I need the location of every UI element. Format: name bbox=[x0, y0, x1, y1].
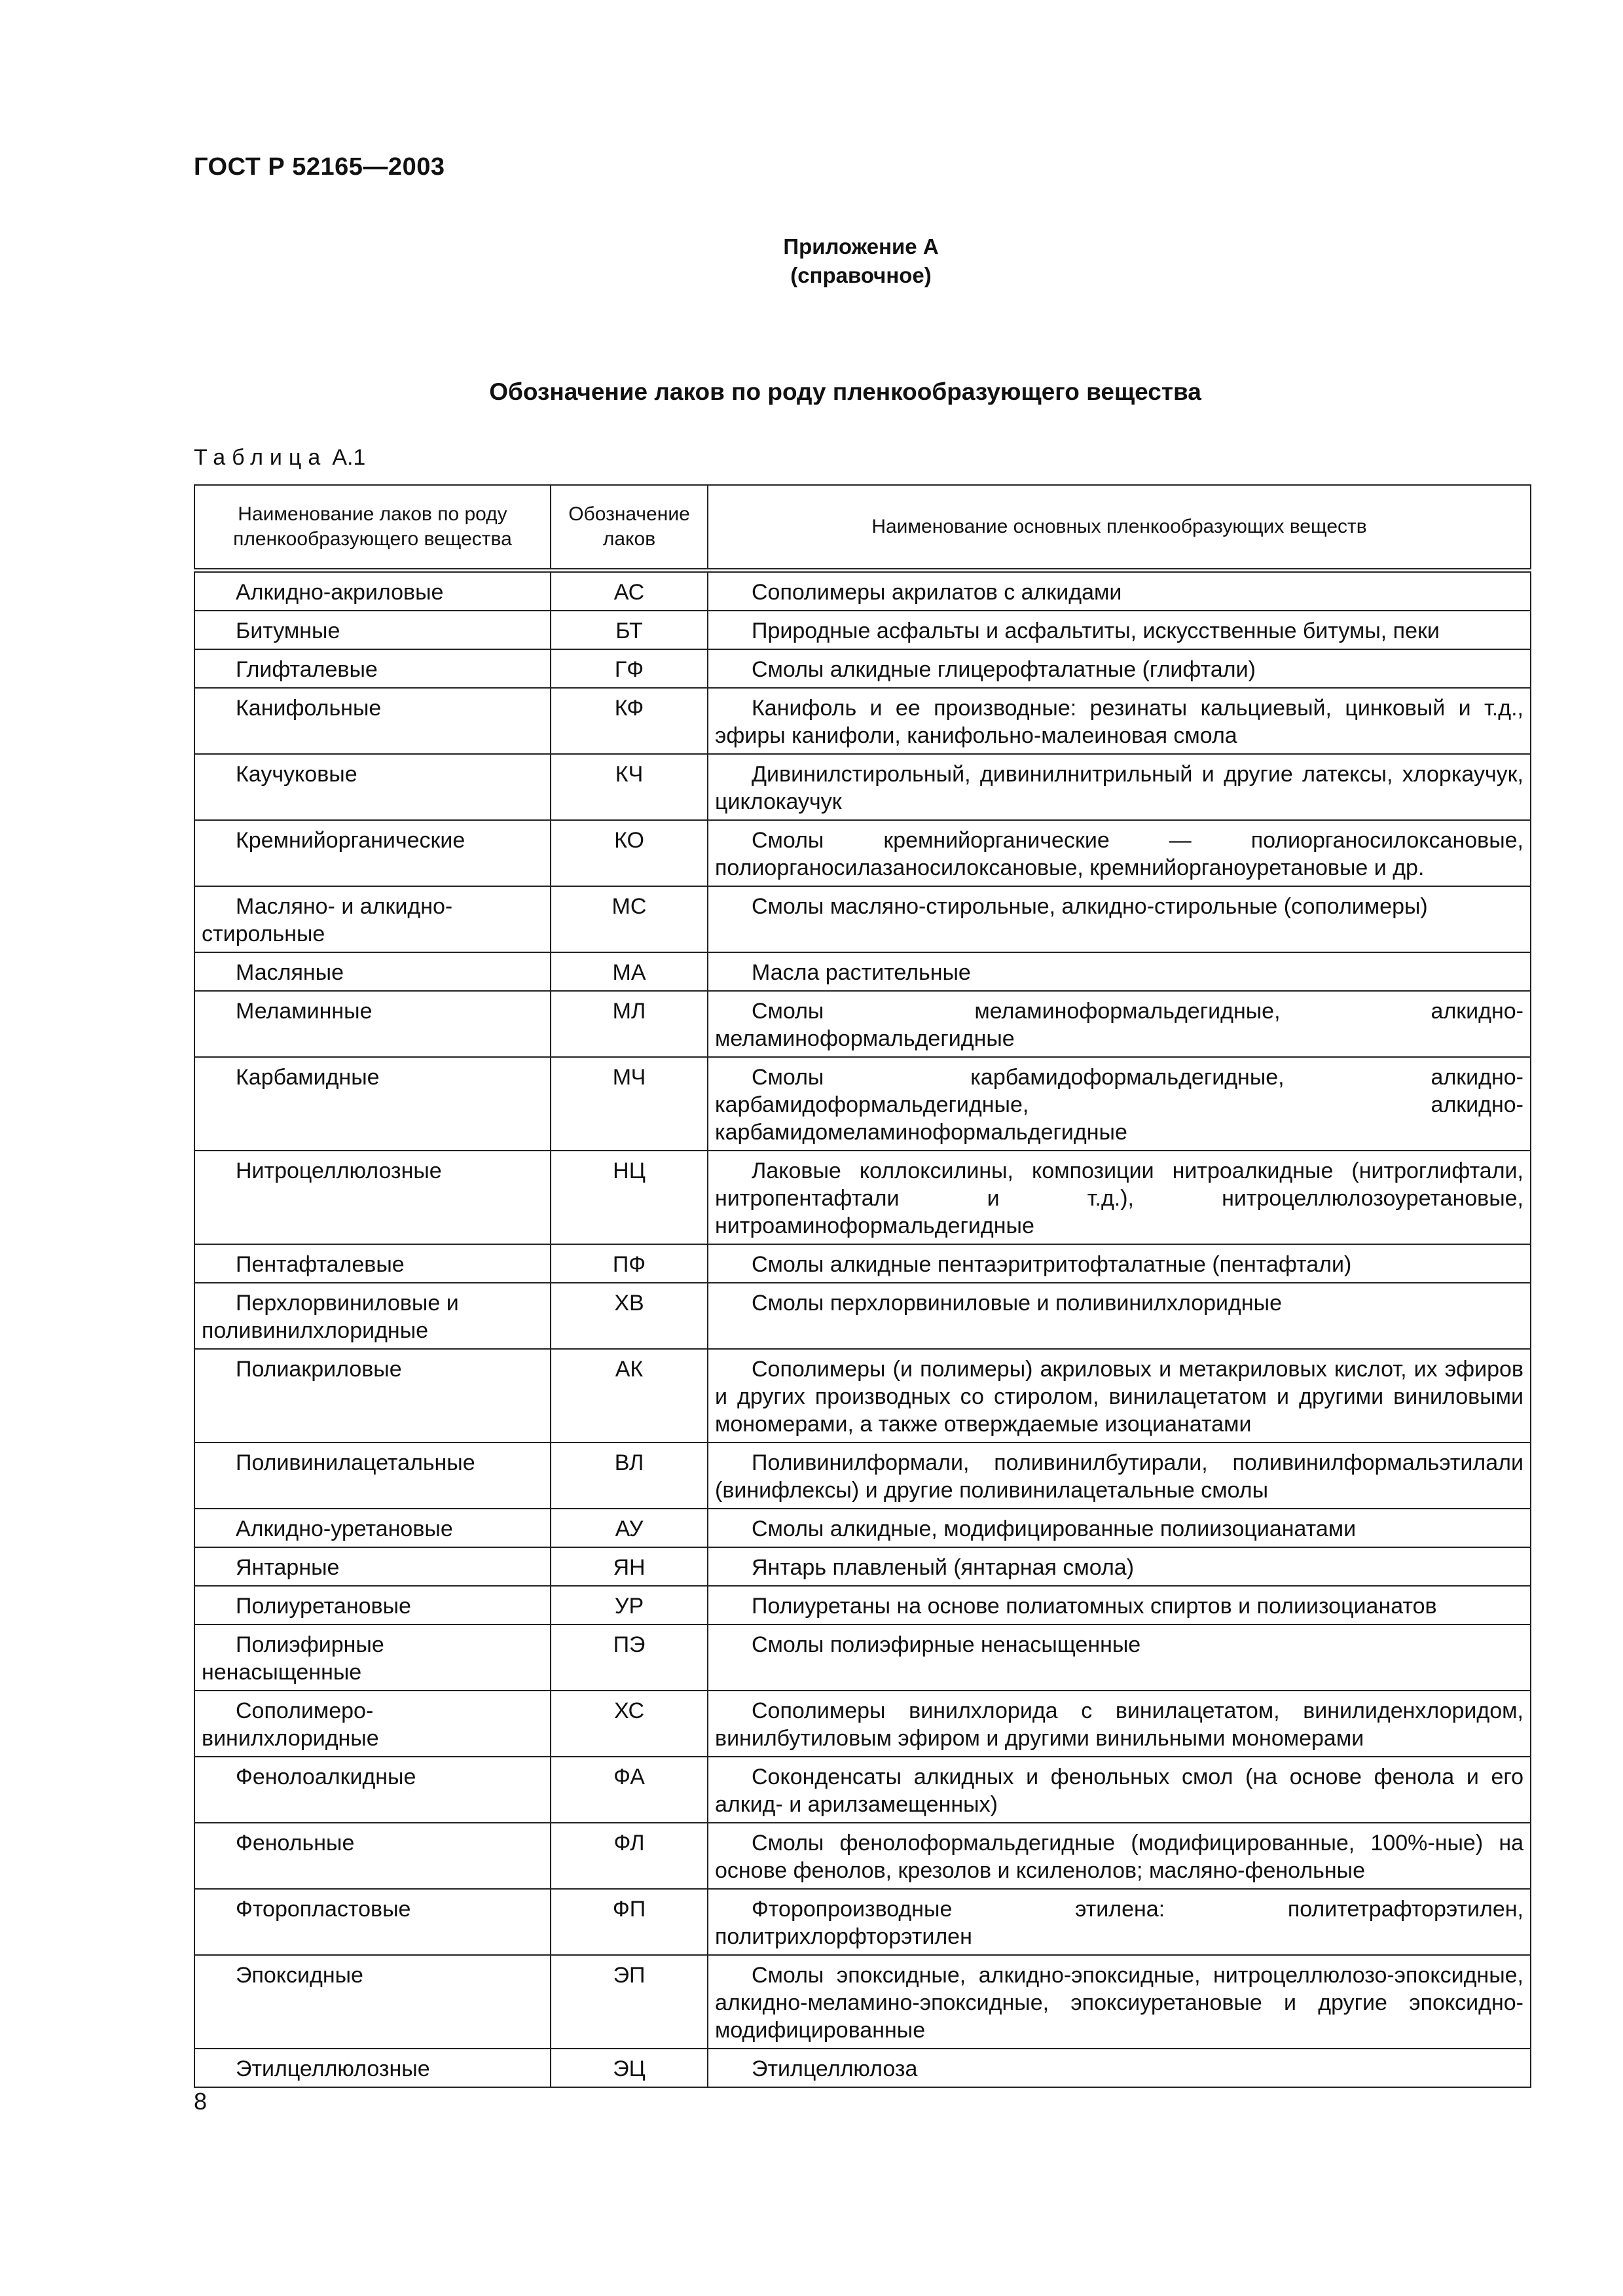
table-row bbox=[194, 886, 1531, 952]
designation-code-cell: ХВ bbox=[551, 1283, 708, 1349]
designation-code-cell: МА bbox=[551, 952, 708, 991]
designation-code-cell: ЯН bbox=[551, 1547, 708, 1586]
table-row bbox=[194, 991, 1531, 1057]
varnish-name-cell: Пентафталевые bbox=[194, 1244, 551, 1283]
table-row bbox=[194, 952, 1531, 991]
film-former-description-cell: Полиуретаны на основе полиатомных спиртов и полиизоцианатов bbox=[708, 1586, 1531, 1624]
designation-code-cell: МЧ bbox=[551, 1057, 708, 1151]
header-row bbox=[194, 485, 1531, 571]
varnish-name-cell: Янтарные bbox=[194, 1547, 551, 1586]
varnish-name-cell: Полиуретановые bbox=[194, 1586, 551, 1624]
varnish-name-cell: Алкидно-акриловые bbox=[194, 571, 551, 611]
film-former-description-cell: Природные асфальты и асфальтиты, искусственные битумы, пеки bbox=[708, 611, 1531, 649]
film-former-description-cell: Смолы меламиноформальдегидные, алкидно-меламиноформальдегидные bbox=[708, 991, 1531, 1057]
designation-code-cell: ФЛ bbox=[551, 1823, 708, 1889]
film-former-description-cell: Смолы алкидные пентаэритритофталатные (пентафтали) bbox=[708, 1244, 1531, 1283]
varnish-name-cell: Поливинилацетальные bbox=[194, 1443, 551, 1509]
varnish-name-cell: Канифольные bbox=[194, 688, 551, 754]
varnish-name-cell: Полиакриловые bbox=[194, 1349, 551, 1443]
film-former-description-cell: Масла растительные bbox=[708, 952, 1531, 991]
appendix-block bbox=[697, 232, 1025, 290]
film-former-description-cell: Поливинилформали, поливинилбутирали, поливинилформальэтилали (винифлексы) и другие поливинилацетальные смолы bbox=[708, 1443, 1531, 1509]
designation-code-cell: КФ bbox=[551, 688, 708, 754]
table-caption-label: Таблица bbox=[194, 445, 327, 470]
table-row bbox=[194, 688, 1531, 754]
table-row bbox=[194, 1283, 1531, 1349]
varnish-name-cell: Нитроцеллюлозные bbox=[194, 1151, 551, 1244]
varnish-name-cell: Этилцеллюлозные bbox=[194, 2049, 551, 2087]
designation-code-cell: БТ bbox=[551, 611, 708, 649]
table-row bbox=[194, 1691, 1531, 1757]
table-caption bbox=[194, 445, 365, 471]
film-former-description-cell: Янтарь плавленый (янтарная смола) bbox=[708, 1547, 1531, 1586]
table-row bbox=[194, 1889, 1531, 1955]
designation-code-cell: АК bbox=[551, 1349, 708, 1443]
film-former-description-cell: Смолы полиэфирные ненасыщенные bbox=[708, 1624, 1531, 1691]
varnish-name-cell: Сополимеро-винилхлоридные bbox=[194, 1691, 551, 1757]
film-former-description-cell: Смолы фенолоформальдегидные (модифицированные, 100%-ные) на основе фенолов, крезолов и ксиленолов; масляно-фенольные bbox=[708, 1823, 1531, 1889]
varnish-name-cell: Кремнийорганические bbox=[194, 820, 551, 886]
table-body bbox=[194, 571, 1531, 2088]
designation-code-cell: ФП bbox=[551, 1889, 708, 1955]
designation-code-cell: НЦ bbox=[551, 1151, 708, 1244]
designation-code-cell: ГФ bbox=[551, 649, 708, 688]
film-former-description-cell: Смолы кремнийорганические — полиорганосилоксановые, полиорганосилазаносилоксановые, кремнийорганоуретановые и др. bbox=[708, 820, 1531, 886]
film-former-description-cell: Канифоль и ее производные: резинаты кальциевый, цинковый и т.д., эфиры канифоли, канифольно-малеиновая смола bbox=[708, 688, 1531, 754]
varnish-name-cell: Фенолоалкидные bbox=[194, 1757, 551, 1823]
varnish-name-cell: Перхлорвиниловые и поливинилхлоридные bbox=[194, 1283, 551, 1349]
table-row bbox=[194, 1757, 1531, 1823]
varnish-name-cell: Фенольные bbox=[194, 1823, 551, 1889]
designation-code-cell: МС bbox=[551, 886, 708, 952]
designation-code-cell: МЛ bbox=[551, 991, 708, 1057]
appendix-title: Приложение А bbox=[783, 234, 939, 259]
varnish-name-cell: Полиэфирные ненасыщенные bbox=[194, 1624, 551, 1691]
table-header bbox=[194, 485, 1531, 571]
designation-code-cell: КЧ bbox=[551, 754, 708, 820]
section-heading: Обозначение лаков по роду пленкообразующего вещества bbox=[489, 378, 1201, 405]
column-header-substances: Наименование основных пленкообразующих веществ bbox=[708, 485, 1531, 571]
designation-code-cell: ПФ bbox=[551, 1244, 708, 1283]
designation-code-cell: ХС bbox=[551, 1691, 708, 1757]
table-row bbox=[194, 1151, 1531, 1244]
designation-code-cell: АС bbox=[551, 571, 708, 611]
table-row bbox=[194, 611, 1531, 649]
table-row bbox=[194, 1509, 1531, 1547]
appendix-subtitle: (справочное) bbox=[790, 263, 932, 287]
designation-code-cell: ПЭ bbox=[551, 1624, 708, 1691]
designation-code-cell: ЭЦ bbox=[551, 2049, 708, 2087]
film-former-description-cell: Этилцеллюлоза bbox=[708, 2049, 1531, 2087]
film-former-description-cell: Дивинилстирольный, дивинилнитрильный и другие латексы, хлоркаучук, циклокаучук bbox=[708, 754, 1531, 820]
film-former-description-cell: Сополимеры (и полимеры) акриловых и метакриловых кислот, их эфиров и других производных со стиролом, винилацетатом и другими виниловыми мономерами, а также отверждаемые изоцианатами bbox=[708, 1349, 1531, 1443]
document-code: ГОСТ Р 52165—2003 bbox=[194, 153, 445, 181]
film-former-description-cell: Смолы эпоксидные, алкидно-эпоксидные, нитроцеллюлозо-эпоксидные, алкидно-меламино-эпоксидные, эпоксиуретановые и другие эпоксидно-модифицированные bbox=[708, 1955, 1531, 2049]
designation-code-cell: УР bbox=[551, 1586, 708, 1624]
varnish-name-cell: Масляно- и алкидно-стирольные bbox=[194, 886, 551, 952]
film-former-description-cell: Смолы карбамидоформальдегидные, алкидно-карбамидоформальдегидные, алкидно-карбамидомеламиноформальдегидные bbox=[708, 1057, 1531, 1151]
varnish-name-cell: Масляные bbox=[194, 952, 551, 991]
table-row bbox=[194, 1349, 1531, 1443]
film-former-description-cell: Фторопроизводные этилена: политетрафторэтилен, политрихлорфторэтилен bbox=[708, 1889, 1531, 1955]
designation-code-cell: ФА bbox=[551, 1757, 708, 1823]
table-row bbox=[194, 1443, 1531, 1509]
varnish-name-cell: Глифталевые bbox=[194, 649, 551, 688]
film-former-description-cell: Смолы алкидные, модифицированные полиизоцианатами bbox=[708, 1509, 1531, 1547]
table-row bbox=[194, 1955, 1531, 2049]
designation-code-cell: КО bbox=[551, 820, 708, 886]
varnish-name-cell: Битумные bbox=[194, 611, 551, 649]
table-caption-number: А.1 bbox=[332, 445, 366, 470]
film-former-description-cell: Смолы перхлорвиниловые и поливинилхлоридные bbox=[708, 1283, 1531, 1349]
table-row bbox=[194, 820, 1531, 886]
film-former-description-cell: Лаковые коллоксилины, композиции нитроалкидные (нитроглифтали, нитропентафтали и т.д.), нитроцеллюлозоуретановые, нитроаминоформальдегидные bbox=[708, 1151, 1531, 1244]
table-row bbox=[194, 1823, 1531, 1889]
film-former-description-cell: Сополимеры винилхлорида с винилацетатом, винилиденхлоридом, винилбутиловым эфиром и другими винильными мономерами bbox=[708, 1691, 1531, 1757]
film-former-description-cell: Смолы алкидные глицерофталатные (глифтали) bbox=[708, 649, 1531, 688]
film-former-description-cell: Смолы масляно-стирольные, алкидно-стирольные (сополимеры) bbox=[708, 886, 1531, 952]
table-row bbox=[194, 1057, 1531, 1151]
varnish-name-cell: Карбамидные bbox=[194, 1057, 551, 1151]
film-former-description-cell: Сополимеры акрилатов с алкидами bbox=[708, 571, 1531, 611]
varnish-name-cell: Алкидно-уретановые bbox=[194, 1509, 551, 1547]
page-number: 8 bbox=[194, 2088, 208, 2115]
film-former-description-cell: Соконденсаты алкидных и фенольных смол (на основе фенола и его алкид- и арилзамещенных) bbox=[708, 1757, 1531, 1823]
designation-code-cell: ВЛ bbox=[551, 1443, 708, 1509]
designation-code-cell: АУ bbox=[551, 1509, 708, 1547]
table-row bbox=[194, 649, 1531, 688]
column-header-name: Наименование лаков по роду пленкообразующего вещества bbox=[194, 485, 551, 571]
column-header-code: Обозначение лаков bbox=[551, 485, 708, 571]
designation-code-cell: ЭП bbox=[551, 1955, 708, 2049]
varnish-name-cell: Каучуковые bbox=[194, 754, 551, 820]
varnish-designation-table bbox=[194, 484, 1531, 2088]
table-row bbox=[194, 754, 1531, 820]
varnish-name-cell: Эпоксидные bbox=[194, 1955, 551, 2049]
table-row bbox=[194, 1586, 1531, 1624]
table-row bbox=[194, 1547, 1531, 1586]
table-row bbox=[194, 1244, 1531, 1283]
table-row bbox=[194, 1624, 1531, 1691]
varnish-name-cell: Фторопластовые bbox=[194, 1889, 551, 1955]
table-row bbox=[194, 571, 1531, 611]
varnish-name-cell: Меламинные bbox=[194, 991, 551, 1057]
table-row bbox=[194, 2049, 1531, 2087]
